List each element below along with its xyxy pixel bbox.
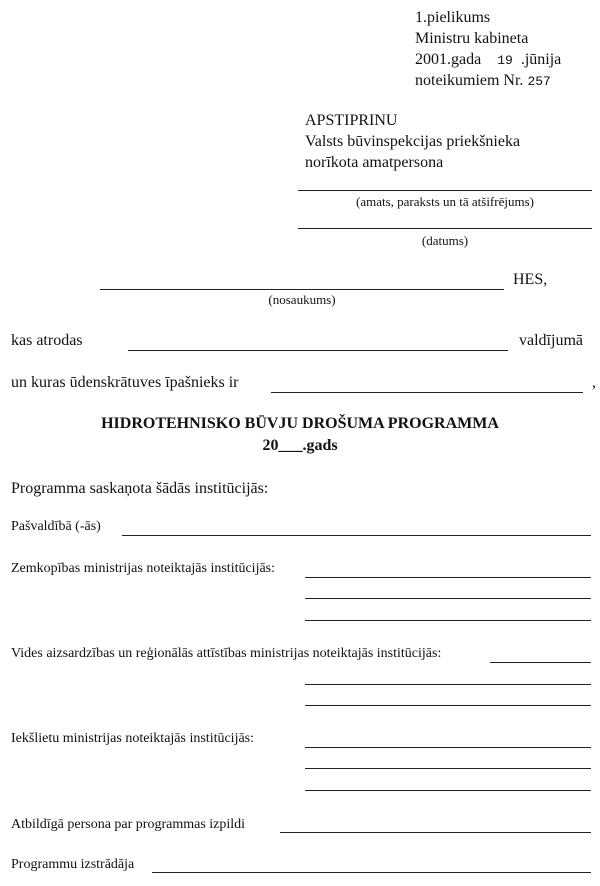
- agriculture-line-2[interactable]: [305, 598, 591, 599]
- municipality-line[interactable]: [122, 535, 591, 536]
- annex-cabinet: Ministru kabineta: [415, 30, 529, 47]
- program-year: 20___.gads: [262, 437, 338, 454]
- agreed-heading: Programma saskaņota šādās institūcijās:: [11, 480, 269, 497]
- annex-reg-line: [415, 71, 551, 92]
- environment-label: Vides aizsardzības un reģionālās attīstības ministrijas noteiktajās institūcijās:: [11, 646, 442, 661]
- agriculture-label: Zemkopības ministrijas noteiktajās institūcijās:: [11, 561, 276, 576]
- annex-day: 19: [497, 53, 513, 68]
- responsible-line[interactable]: [280, 832, 591, 833]
- annex-date-line: [415, 50, 561, 71]
- hes-suffix: HES,: [513, 271, 548, 288]
- owner-suffix: ,: [592, 374, 596, 391]
- owner-prefix: un kuras ūdenskrātuves īpašnieks ir: [11, 374, 239, 391]
- interior-line-1[interactable]: [305, 747, 591, 748]
- hes-name-caption: (nosaukums): [268, 292, 336, 307]
- environment-line-2[interactable]: [305, 684, 591, 685]
- annex-label: 1.pielikums: [415, 9, 491, 26]
- interior-line-2[interactable]: [305, 768, 591, 769]
- approve-line1: Valsts būvinspekcijas priekšnieka: [305, 133, 521, 150]
- responsible-label: Atbildīgā persona par programmas izpildi: [11, 817, 246, 832]
- interior-label: Iekšlietu ministrijas noteiktajās institūcijās:: [11, 731, 255, 746]
- signature-line[interactable]: [298, 190, 592, 191]
- municipality-label: Pašvaldībā (-ās): [11, 519, 101, 534]
- annex-year: 2001.gada: [415, 51, 482, 68]
- annex-reg-prefix: noteikumiem Nr.: [415, 72, 524, 89]
- located-suffix: valdījumā: [519, 332, 583, 349]
- environment-line-3[interactable]: [305, 705, 591, 706]
- signature-caption: (amats, paraksts un tā atšifrējums): [356, 194, 534, 209]
- approve-line2: norīkota amatpersona: [305, 154, 444, 171]
- located-line[interactable]: [128, 350, 508, 351]
- annex-reg-number: 257: [527, 74, 551, 89]
- developer-line[interactable]: [152, 872, 591, 873]
- agriculture-line-3[interactable]: [305, 620, 591, 621]
- annex-month: .jūnija: [520, 51, 562, 68]
- approve-title: APSTIPRINU: [305, 112, 398, 129]
- program-title: HIDROTEHNISKO BŪVJU DROŠUMA PROGRAMMA: [101, 415, 499, 432]
- developer-label: Programmu izstrādāja: [11, 857, 135, 872]
- interior-line-3[interactable]: [305, 790, 591, 791]
- owner-line[interactable]: [271, 392, 583, 393]
- hes-name-line[interactable]: [100, 289, 504, 290]
- approval-date-caption: (datums): [421, 233, 469, 248]
- located-prefix: kas atrodas: [11, 332, 83, 349]
- environment-line-1[interactable]: [490, 662, 591, 663]
- agriculture-line-1[interactable]: [305, 577, 591, 578]
- approval-date-line[interactable]: [298, 228, 592, 229]
